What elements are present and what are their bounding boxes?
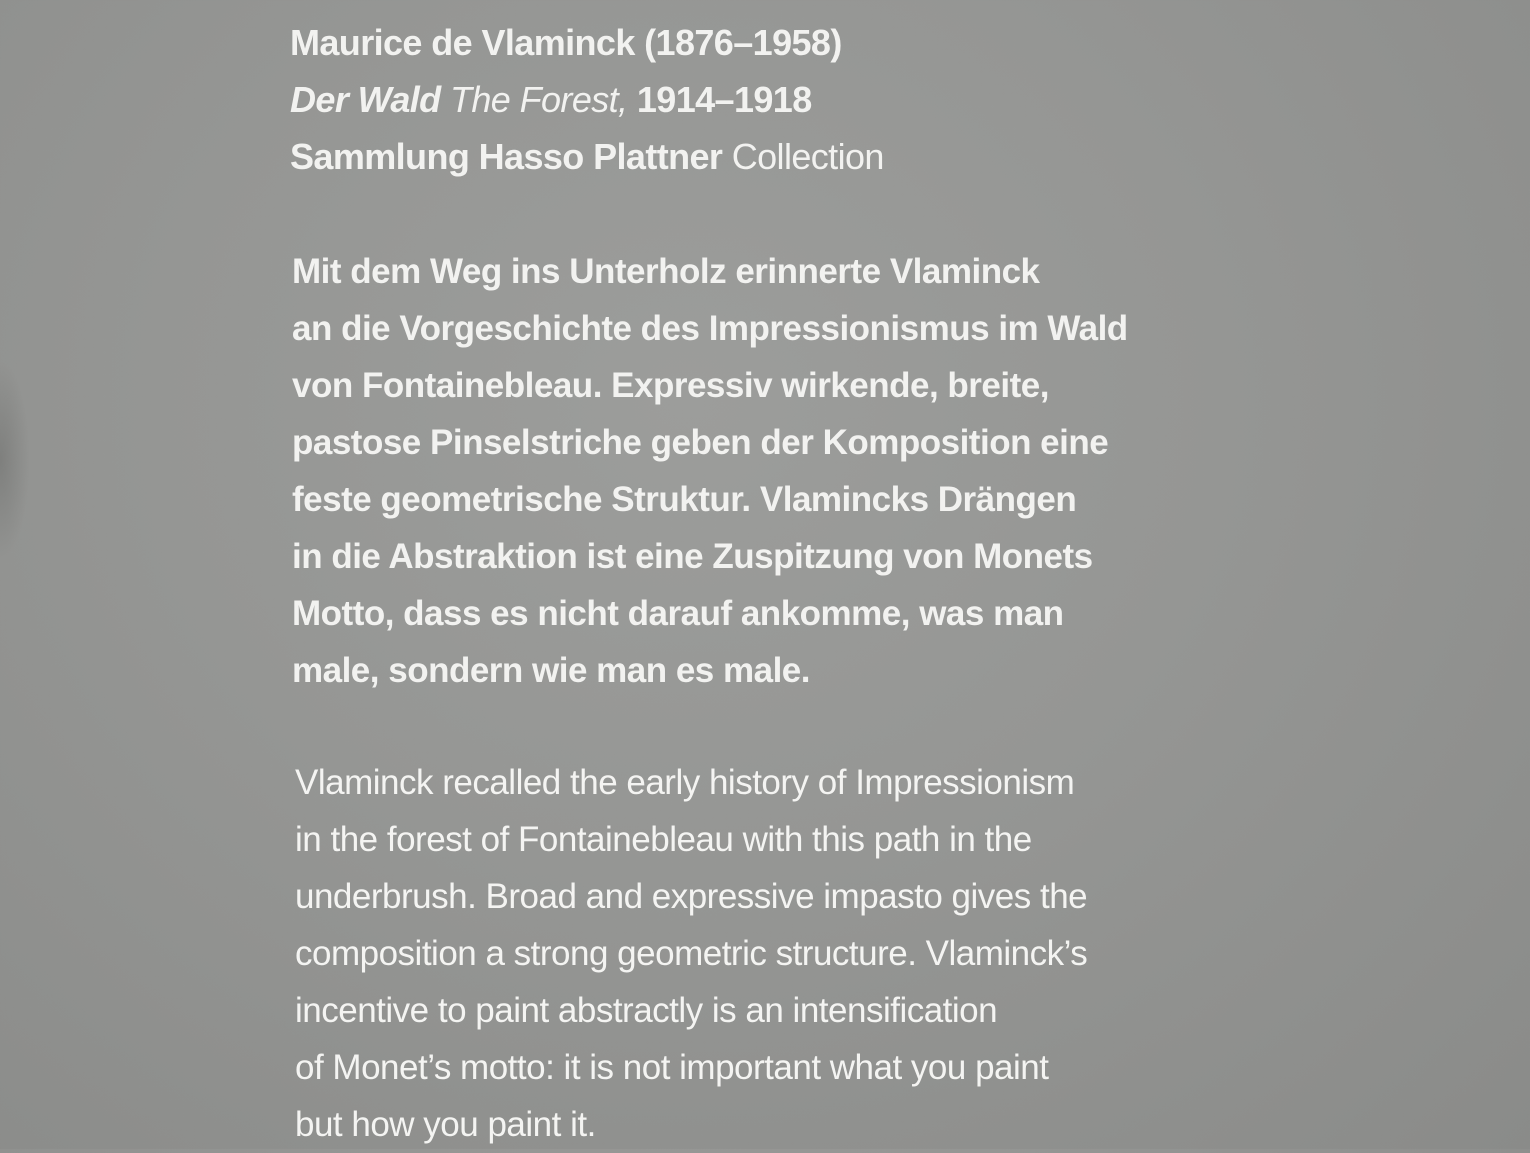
museum-wall-label <box>290 14 1290 1153</box>
english-line: underbrush. Broad and expressive impasto gives the <box>295 877 1088 916</box>
english-line: but how you paint it. <box>295 1105 596 1144</box>
title-german: Der Wald <box>290 79 441 120</box>
collection-german: Sammlung Hasso Plattner <box>290 136 723 177</box>
german-line: Mit dem Weg ins Unterholz erinnerte Vlaminck <box>292 252 1040 291</box>
german-line: Motto, dass es nicht darauf ankomme, was man <box>292 594 1064 633</box>
english-line: Vlaminck recalled the early history of Impressionism <box>295 763 1075 802</box>
english-line: composition a strong geometric structure. Vlaminck’s <box>295 934 1088 973</box>
collection-line <box>290 128 1290 185</box>
german-line: an die Vorgeschichte des Impressionismus im Wald <box>292 309 1128 348</box>
title-line <box>290 71 1290 128</box>
english-line: incentive to paint abstractly is an intensification <box>295 991 998 1030</box>
title-english: The Forest, <box>449 79 628 120</box>
collection-english: Collection <box>731 136 884 177</box>
artist-line <box>290 14 1290 71</box>
german-line: in die Abstraktion ist eine Zuspitzung von Monets <box>292 537 1093 576</box>
wall-shadow <box>0 360 30 560</box>
english-line: of Monet’s motto: it is not important what you paint <box>295 1048 1049 1087</box>
german-description <box>292 243 1290 699</box>
german-line: von Fontainebleau. Expressiv wirkende, breite, <box>292 366 1049 405</box>
artist-name: Maurice de Vlaminck (1876–1958) <box>290 22 842 63</box>
artwork-date: 1914–1918 <box>636 79 812 120</box>
english-line: in the forest of Fontainebleau with this path in the <box>295 820 1032 859</box>
english-description <box>295 754 1290 1153</box>
german-line: pastose Pinselstriche geben der Komposition eine <box>292 423 1109 462</box>
german-line: feste geometrische Struktur. Vlamincks Drängen <box>292 480 1077 519</box>
german-line: male, sondern wie man es male. <box>292 651 810 690</box>
